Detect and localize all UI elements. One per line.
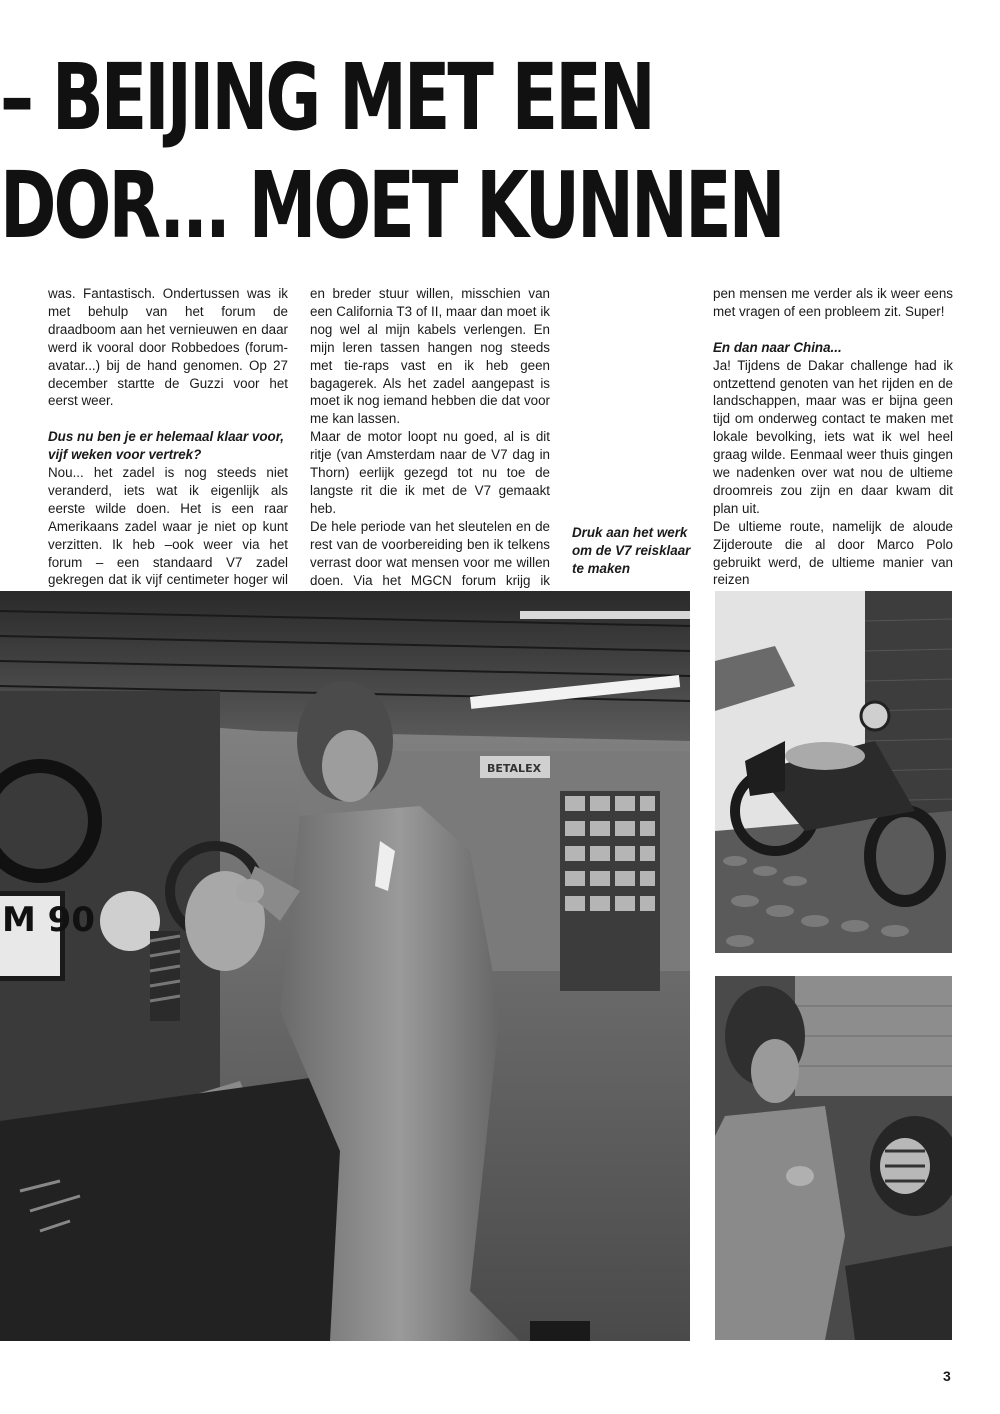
photo-caption: Druk aan het werk om de V7 reisklaar te maken xyxy=(572,525,691,576)
paragraph: Ja! Tijdens de Dakar challenge had ik ontzettend genoten van het rijden en de landschappen, maar was er bijna geen tijd om onderweg contact te maken met lokale bevolking, iets wat ik wel heel graag wilde. Eenmaal weer thuis gingen we nadenken over wat nou de ultieme droomreis zou zijn en daar kwam dit plan uit. xyxy=(713,357,953,516)
paragraph: was. Fantastisch. Ondertussen was ik met behulp van het forum de draadboom aan het vernieuwen en daar werd ik vooral door Robbedoes (forum-avatar...) bij de hand genomen. Op 27 december startte de Guzzi voor het eerst weer. xyxy=(48,286,288,409)
sign-text: BETALEX xyxy=(487,762,542,775)
headline-line-2: DOR... MOET KUNNEN xyxy=(0,152,783,259)
workshop-photo xyxy=(0,591,690,1341)
paragraph: pen mensen me verder als ik weer eens met vragen of een probleem zit. Super! xyxy=(713,286,953,319)
paragraph: en breder stuur willen, misschien van een California T3 of II, maar dan moet ik nog wel al mijn kabels verlengen. En mijn leren tassen hangen nog steeds met tie-raps vast en ik heb geen bagagerek. Als het zadel aangepast is moet ik nog iemand hebben die dat voor me kan lassen. xyxy=(310,286,550,427)
paragraph: Maar de motor loopt nu goed, al is dit ritje (van Amsterdam naar de V7 dag in Thorn) eerlijk gezegd tot nu toe de langste rit die ik met de V7 gemaakt heb. xyxy=(310,429,550,516)
paragraph: Nou... het zadel is nog steeds niet veranderd, iets wat ik eigenlijk als eerste wilde doen. Het is een raar Amerikaans zadel waar je niet op kunt verzitten. Ik heb –ook weer via het forum – een standaard V7 zadel gekregen dat ik vijf centimeter hoger wil xyxy=(48,465,288,588)
plate-text: M 90 xyxy=(2,900,95,940)
subheading: Dus nu ben je er helemaal klaar voor, vijf weken voor vertrek? xyxy=(48,429,284,463)
article-column-3 xyxy=(713,285,953,589)
page-number: 3 xyxy=(943,1368,951,1384)
engine-work-photo xyxy=(715,976,952,1340)
headline-line-1: – BEIJING MET EEN xyxy=(0,44,653,151)
paragraph: De hele periode van het sleutelen en de rest van de voorbereiding ben ik telkens verrast door wat mensen voor me willen doen. Via het MGCN forum krijg ik xyxy=(310,518,550,588)
article-column-2 xyxy=(310,285,550,625)
paragraph: De ultieme route, namelijk de aloude Zijderoute die al door Marco Polo gebruikt werd, de ultieme manier van reizen xyxy=(713,518,953,588)
article-column-1 xyxy=(48,285,288,607)
motorcycle-street-photo xyxy=(715,591,952,953)
subheading: En dan naar China... xyxy=(713,339,842,355)
